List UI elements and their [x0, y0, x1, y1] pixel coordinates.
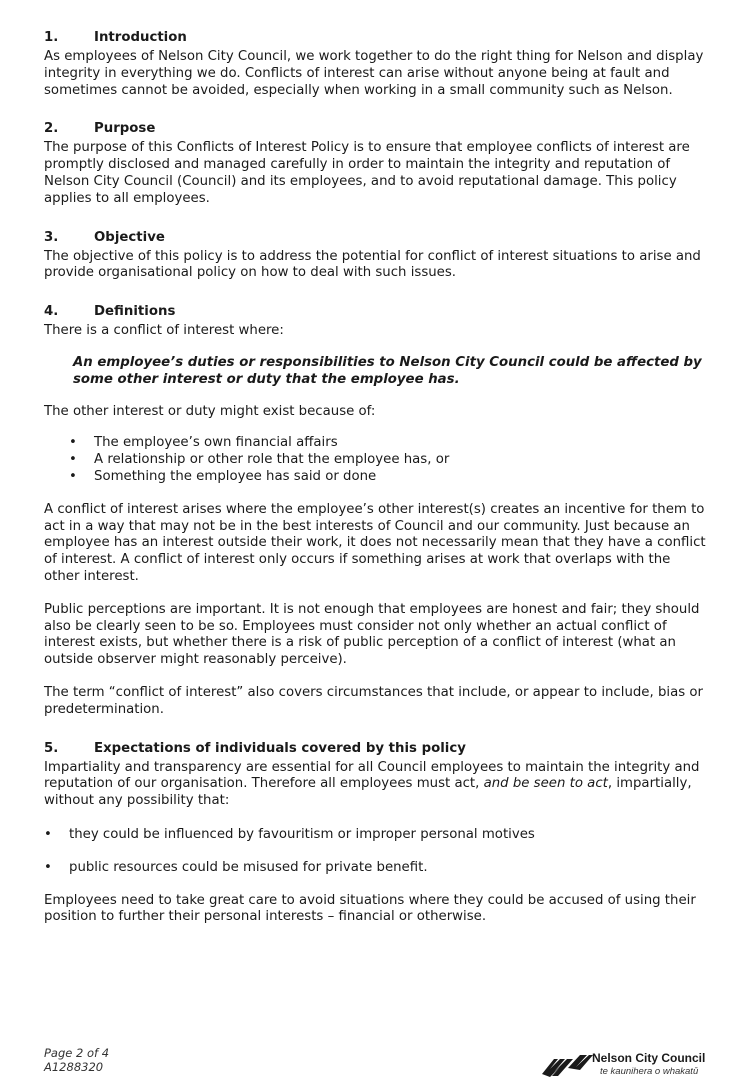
page-number: Page 2 of 4 — [44, 1046, 110, 1060]
bullet-list — [44, 435, 709, 485]
council-logo — [540, 1050, 710, 1080]
paragraph: There is a conflict of interest where: — [44, 323, 284, 339]
paragraph: The objective of this policy is to address the potential for conflict of interest situations to arise and provide organisational policy on how to deal with such issues. — [44, 248, 701, 281]
list-item: • A relationship or other role that the employee has, or — [44, 452, 709, 469]
section-definitions — [44, 303, 709, 718]
section-number: 4. — [44, 304, 59, 320]
list-item: • they could be influenced by favouritism or improper personal motives — [44, 827, 709, 844]
paragraph: The term “conflict of interest” also covers circumstances that include, or appear to include, bias or predetermination. — [44, 684, 703, 717]
section-number: 1. — [44, 30, 59, 45]
list-item: • public resources could be misused for private benefit. — [44, 860, 709, 877]
section-introduction — [44, 29, 709, 99]
section-title: Introduction — [94, 30, 187, 45]
document-body — [44, 29, 709, 947]
logo-name: Nelson City Council — [592, 1051, 706, 1065]
paragraph: The purpose of this Conflicts of Interest Policy is to ensure that employee conflicts of interest are promptly disclosed and managed carefully in order to maintain the integrity and reputation of Nelson City Council (Council) and its employees, and to avoid reputational damage. This policy applies to all employees. — [44, 140, 690, 206]
section-number: 5. — [44, 740, 59, 756]
paragraph: Employees need to take great care to avoid situations where they could be accused of using their position to further their personal interests – financial or otherwise. — [44, 892, 696, 925]
list-item: • The employee’s own financial affairs — [44, 435, 709, 452]
document-reference: A1288320 — [44, 1060, 104, 1074]
section-number: 3. — [44, 229, 59, 245]
definition-quote: An employee’s duties or responsibilities to Nelson City Council could be affected by some other interest or duty that the employee has. — [73, 354, 702, 387]
paragraph — [44, 760, 709, 810]
section-purpose — [44, 120, 709, 207]
page-footer — [44, 1046, 109, 1074]
bullet-list — [44, 827, 709, 877]
text-run: , impartially, without any possibility that: — [44, 776, 692, 809]
section-number: 2. — [44, 121, 59, 137]
paragraph: Public perceptions are important. It is not enough that employees are honest and fair; they should also be clearly seen to be so. Employees must consider not only whether an actual conflict of interest exists, but whether there is a risk of public perception of a conflict of interest (what an outside observer might reasonably perceive). — [44, 601, 700, 668]
emphasis-text: and be seen to act — [483, 776, 608, 792]
section-title: Expectations of individuals covered by this policy — [94, 740, 466, 756]
section-objective — [44, 229, 709, 283]
list-item: • Something the employee has said or done — [44, 469, 709, 486]
logo-mark-icon — [540, 1050, 596, 1078]
paragraph: As employees of Nelson City Council, we work together to do the right thing for Nelson and display integrity in everything we do. Conflicts of interest can arise without anyone being at fault and sometimes cannot be avoided, especially when working in a small community such as Nelson. — [44, 49, 704, 98]
section-heading — [44, 29, 709, 46]
paragraph: A conflict of interest arises where the employee’s other interest(s) creates an incentive for them to act in a way that may not be in the best interests of Council and our community. Just because an employee has an interest outside their work, it does not necessarily mean that they have a conflict of interest. A conflict of interest only occurs if something arises at work that overlaps with the other interest. — [44, 501, 706, 584]
section-heading — [44, 303, 709, 320]
section-heading — [44, 740, 709, 757]
paragraph: The other interest or duty might exist because of: — [44, 403, 376, 419]
text-run: Impartiality and transparency are essential for all Council employees to maintain the integrity and reputation of our organisation. Therefore all employees must act, — [44, 759, 700, 792]
section-heading — [44, 229, 709, 246]
section-title: Purpose — [94, 121, 156, 137]
section-heading — [44, 120, 709, 137]
section-title: Definitions — [94, 304, 176, 320]
section-title: Objective — [94, 229, 165, 245]
logo-tagline: te kaunihera o whakatū — [600, 1066, 699, 1077]
section-expectations — [44, 740, 709, 927]
